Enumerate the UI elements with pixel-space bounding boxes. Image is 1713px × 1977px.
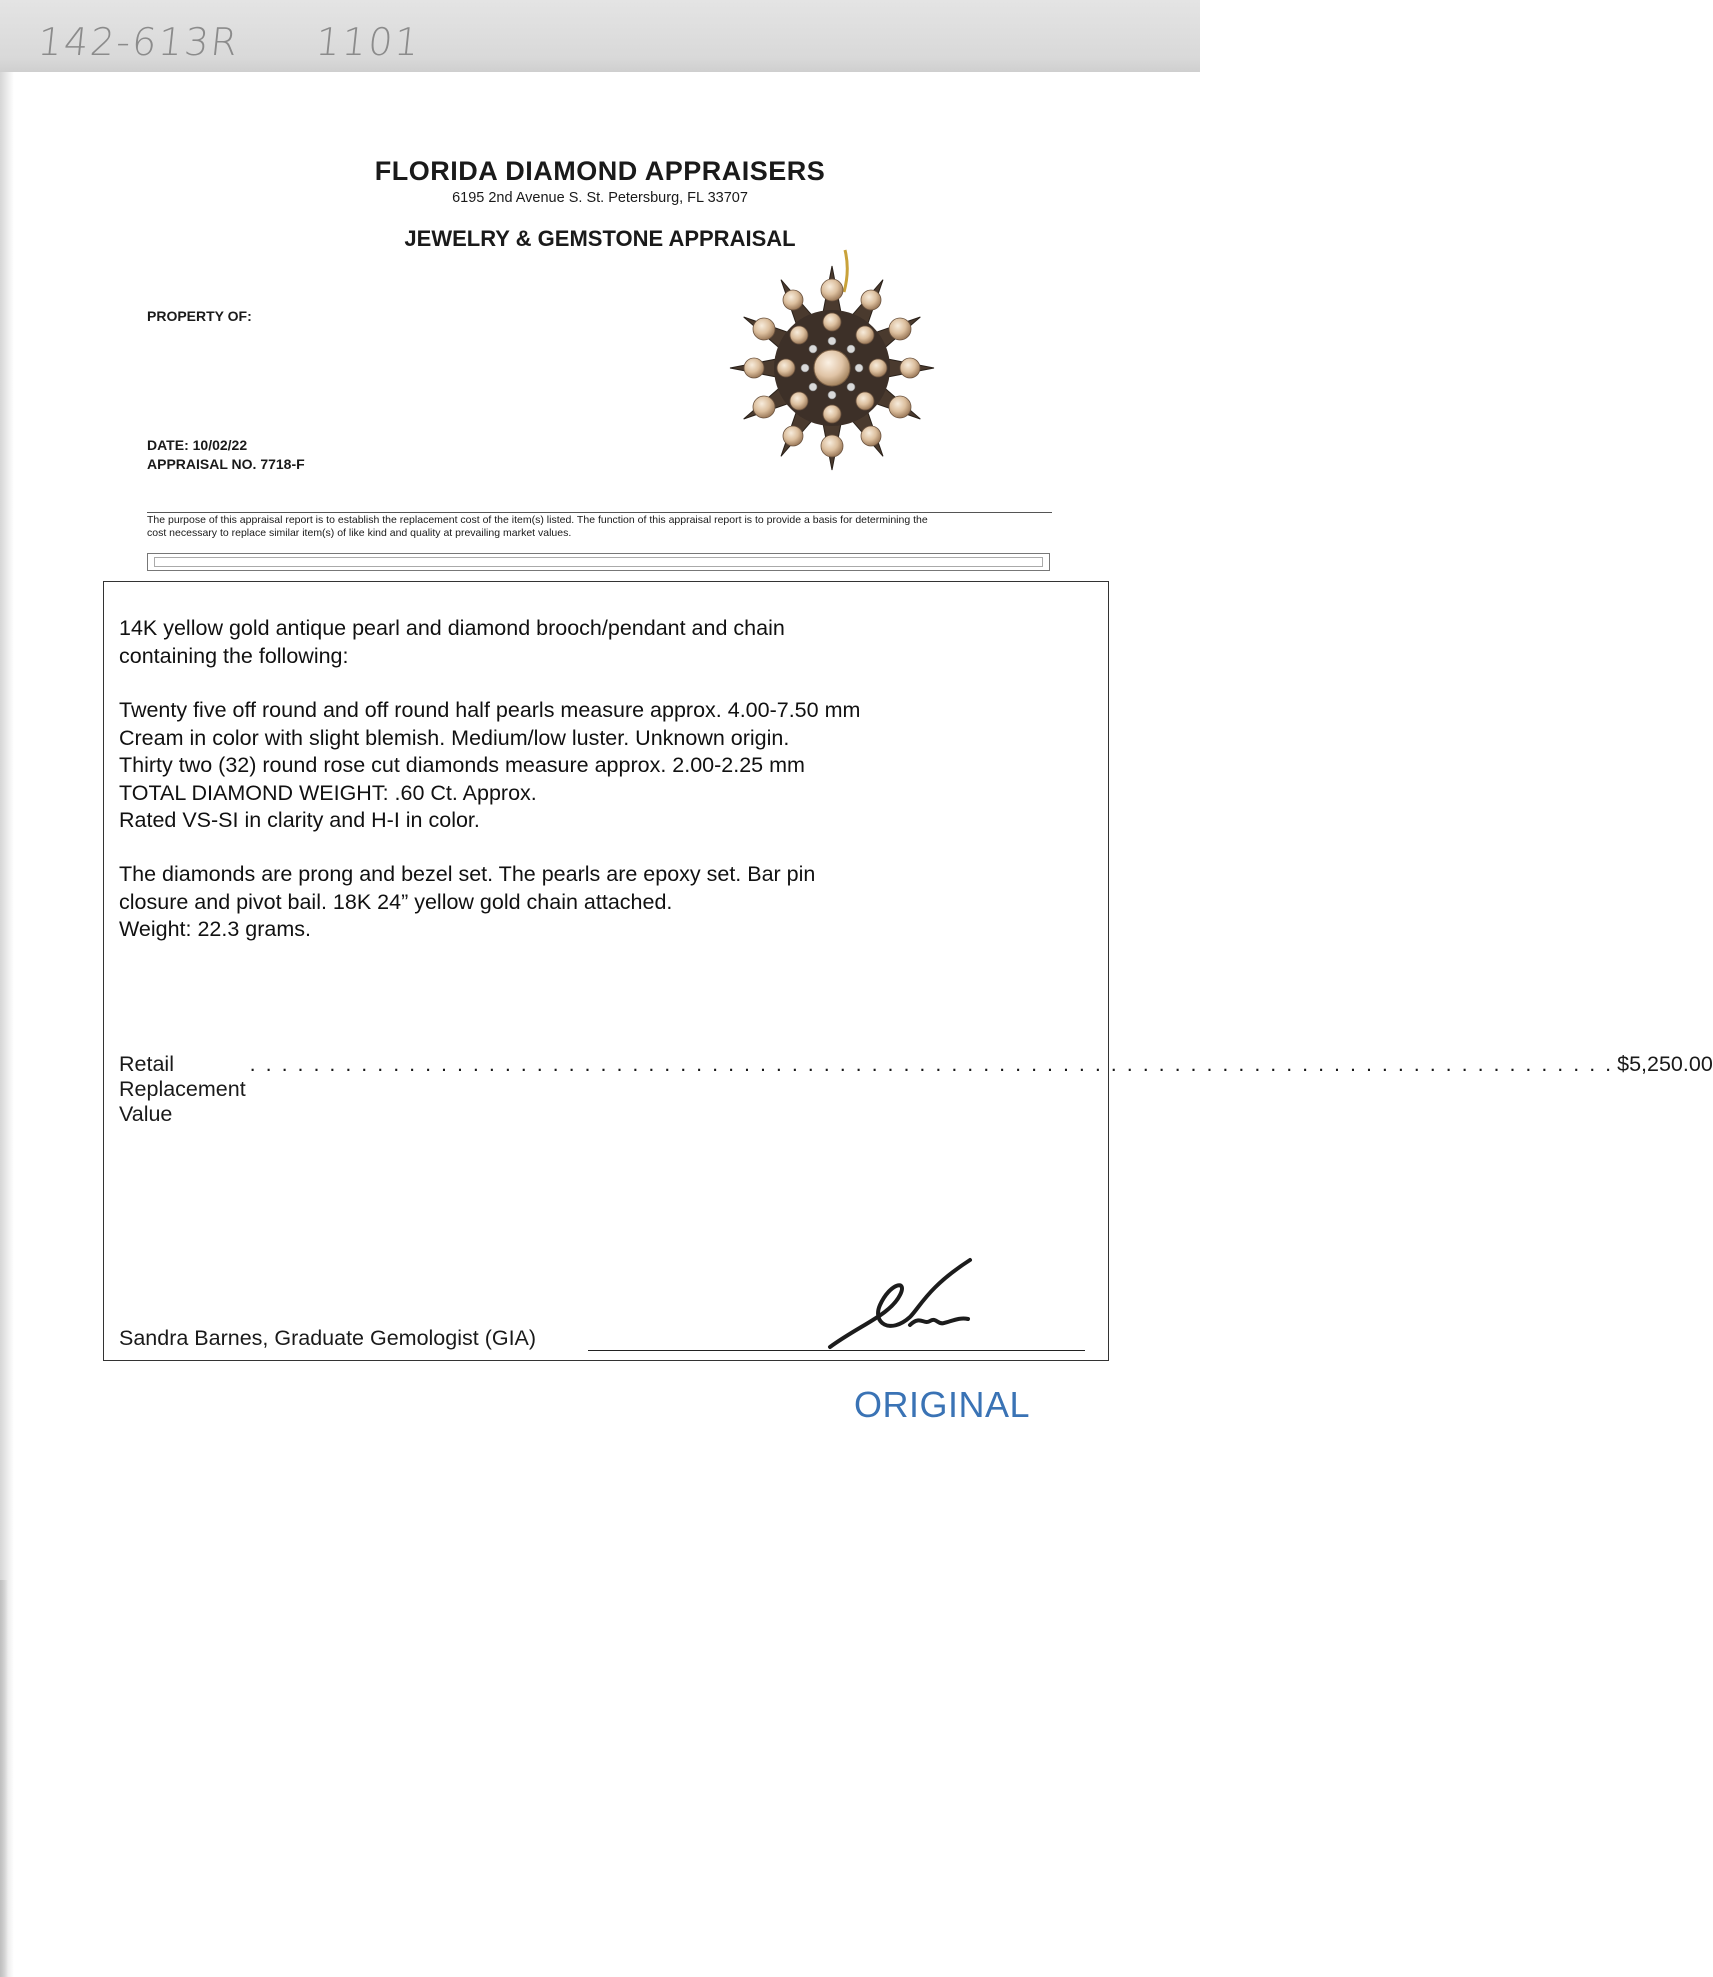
handwritten-item-number: 1101 — [313, 20, 424, 64]
divider-line — [147, 512, 1052, 513]
stone-detail-line: Rated VS-SI in clarity and H-I in color. — [119, 808, 480, 832]
handwritten-stock-number: 142-613R — [35, 20, 242, 64]
appraisal-number-label: APPRAISAL NO. 7718-F — [147, 456, 305, 472]
property-of-label: PROPERTY OF: — [147, 308, 252, 324]
purpose-line-2: cost necessary to replace similar item(s) of like kind and quality at prevailing market values. — [147, 527, 572, 539]
setting-details — [119, 861, 815, 944]
stone-detail-line: TOTAL DIAMOND WEIGHT: .60 Ct. Approx. — [119, 780, 537, 805]
original-stamp: ORIGINAL — [854, 1384, 1031, 1425]
setting-detail-line: Weight: 22.3 grams. — [119, 917, 311, 941]
stone-detail-line: Cream in color with slight blemish. Medium/low luster. Unknown origin. — [119, 725, 790, 750]
company-address: 6195 2nd Avenue S. St. Petersburg, FL 33707 — [452, 190, 748, 206]
replacement-value-amount: $5,250.00 — [1617, 1052, 1713, 1076]
pendant-photo — [720, 250, 945, 475]
signature — [820, 1255, 1000, 1355]
item-intro-line: 14K yellow gold antique pearl and diamond brooch/pendant and chain — [119, 616, 785, 640]
purpose-statement — [147, 514, 1052, 540]
purpose-line-1: The purpose of this appraisal report is to establish the replacement cost of the item(s) listed. The function of this appraisal report is to provide a basis for determining the — [147, 514, 928, 526]
signatory-name: Sandra Barnes, Graduate Gemologist (GIA) — [119, 1326, 537, 1350]
item-intro-line: containing the following: — [119, 643, 349, 668]
stone-detail-line: Thirty two (32) round rose cut diamonds measure approx. 2.00-2.25 mm — [119, 753, 805, 777]
company-name: FLORIDA DIAMOND APPRAISERS — [374, 156, 826, 186]
purpose-bar — [147, 553, 1050, 571]
leader-dots: . . . . . . . . . . . . . . . . . . . . . . . . . . . . . . . . . . . . . . . . . . . . . . . . . . . . . . . . . . . . . . . . . . . . . . . . . . . . . . . . . . . . . . — [249, 1052, 1614, 1076]
stone-detail-line: Twenty five off round and off round half pearls measure approx. 4.00-7.50 mm — [119, 698, 861, 722]
setting-detail-line: closure and pivot bail. 18K 24” yellow gold chain attached. — [119, 889, 673, 914]
date-label: DATE: 10/02/22 — [147, 437, 248, 453]
item-intro — [119, 615, 785, 670]
setting-detail-line: The diamonds are prong and bezel set. The pearls are epoxy set. Bar pin — [119, 862, 816, 886]
stone-details — [119, 697, 860, 835]
document-title: JEWELRY & GEMSTONE APPRAISAL — [404, 226, 796, 251]
replacement-value-label: Retail Replacement Value — [119, 1052, 246, 1126]
scan-edge-shadow-lower — [0, 1580, 8, 1977]
replacement-value-row — [119, 1052, 1713, 1127]
